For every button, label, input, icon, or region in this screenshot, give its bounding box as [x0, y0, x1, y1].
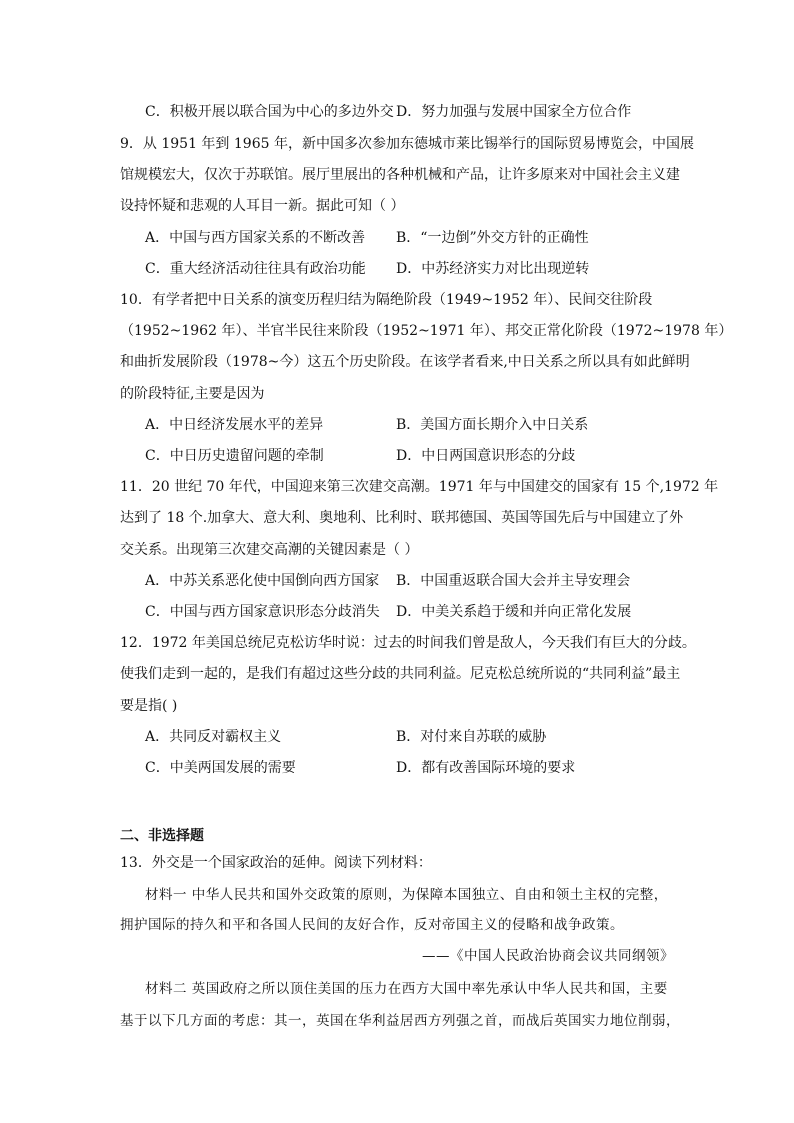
- q8-option-d: D．努力加强与发展中国家全方位合作: [396, 104, 632, 120]
- q13-stem: 13．外交是一个国家政治的延伸。阅读下列材料：: [120, 855, 432, 871]
- q9-option-c: C．重大经济活动往往具有政治功能: [145, 261, 366, 277]
- q10-stem-line-2: （1952~1962 年）、半官半民往来阶段（1952~1971 年）、邦交正常化阶段（1972~1978 年）: [120, 323, 733, 339]
- q13-material-2-line-1: 材料二 英国政府之所以顶住美国的压力在西方大国中率先承认中华人民共和国，主要: [145, 981, 668, 997]
- q13-material-1-source: ——《中国人民政治协商会议共同纲领》: [422, 948, 674, 964]
- q12-stem-line-2: 使我们走到一起的，是我们有超过这些分歧的共同利益。尼克松总统所说的“共同利益”最主: [120, 666, 681, 682]
- q13-material-2-line-2: 基于以下几方面的考虑：其一，英国在华利益居西方列强之首，而战后英国实力地位削弱，: [120, 1013, 680, 1029]
- q10-option-d: D．中日两国意识形态的分歧: [396, 448, 576, 464]
- q11-stem-line-3: 交关系。出现第三次建交高潮的关键因素是（ ）: [120, 542, 419, 558]
- q9-option-d: D．中苏经济实力对比出现逆转: [396, 261, 590, 277]
- q12-stem-line-1: 12．1972 年美国总统尼克松访华时说：过去的时间我们曾是敌人，今天我们有巨大的分歧。: [120, 635, 696, 651]
- q13-material-1-line-2: 拥护国际的持久和平和各国人民间的友好合作，反对帝国主义的侵略和战争政策。: [120, 917, 624, 933]
- q12-option-b: B．对付来自苏联的威胁: [396, 729, 547, 745]
- q11-stem-line-1: 11．20 世纪 70 年代，中国迎来第三次建交高潮。1971 年与中国建交的国家有 15 个,1972 年: [120, 479, 719, 495]
- q10-option-a: A．中日经济发展水平的差异: [145, 417, 324, 433]
- q10-option-b: B．美国方面长期介入中日关系: [396, 417, 589, 433]
- q10-stem-line-1: 10．有学者把中日关系的演变历程归结为隔绝阶段（1949~1952 年）、民间交往阶段: [120, 292, 653, 308]
- q10-stem-line-3: 和曲折发展阶段（1978~今）这五个历史阶段。在该学者看来,中日关系之所以具有如此鲜明: [120, 354, 690, 370]
- q9-stem-line-1: 9．从 1951 年到 1965 年，新中国多次参加东德城市莱比锡举行的国际贸易博览会，中国展: [120, 136, 694, 152]
- section-title: 二、非选择题: [120, 828, 204, 844]
- q13-material-1-line-1: 材料一 中华人民共和国外交政策的原则，为保障本国独立、自由和领土主权的完整，: [145, 887, 668, 903]
- q12-option-d: D．都有改善国际环境的要求: [396, 760, 576, 776]
- q9-option-a: A．中国与西方国家关系的不断改善: [145, 230, 366, 246]
- q9-stem-line-3: 设持怀疑和悲观的人耳目一新。据此可知（ ）: [120, 198, 405, 214]
- q11-option-b: B．中国重返联合国大会并主导安理会: [396, 573, 631, 589]
- q8-option-c: C．积极开展以联合国为中心的多边外交: [145, 104, 394, 120]
- q11-option-a: A．中苏关系恶化使中国倒向西方国家: [145, 573, 380, 589]
- q12-option-c: C．中美两国发展的需要: [145, 760, 296, 776]
- q10-stem-line-4: 的阶段特征,主要是因为: [120, 386, 265, 402]
- q10-option-c: C．中日历史遗留问题的牵制: [145, 448, 324, 464]
- q11-option-c: C．中国与西方国家意识形态分歧消失: [145, 604, 380, 620]
- q9-option-b: B．“一边倒”外交方针的正确性: [396, 230, 589, 246]
- q9-stem-line-2: 馆规模宏大，仅次于苏联馆。展厅里展出的各种机械和产品，让许多原来对中国社会主义建: [120, 167, 680, 183]
- q12-stem-line-3: 要是指( ): [120, 698, 178, 714]
- q11-option-d: D．中美关系趋于缓和并向正常化发展: [396, 604, 632, 620]
- q12-option-a: A．共同反对霸权主义: [145, 729, 282, 745]
- q11-stem-line-2: 达到了 18 个.加拿大、意大利、奥地利、比利时、联邦德国、英国等国先后与中国建立了外: [120, 510, 684, 526]
